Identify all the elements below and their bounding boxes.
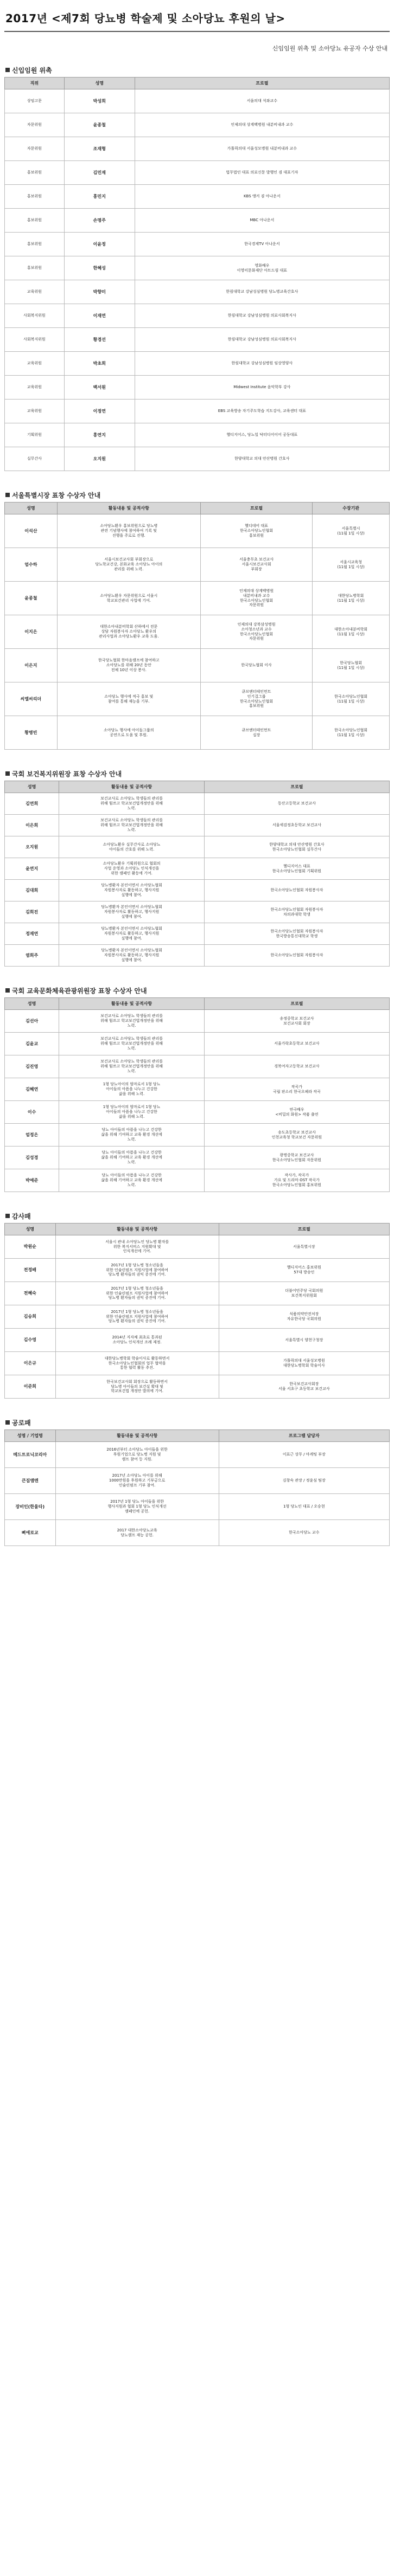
- detail-cell: 한림대학교 강남성심병원 의료사회복지사: [135, 304, 389, 328]
- name-cell: 윤종철: [5, 582, 58, 615]
- table-row: [5, 1468, 390, 1494]
- column-header: 프로필: [200, 503, 312, 514]
- detail-cell: 대한당뇨병학회 (11월 1일 시상): [313, 582, 390, 615]
- detail-cell: 당뇨 아이들의 아픔을 나누고 건강한 삶을 위해 기여하고 교육 환경 개선에 노력.: [59, 1124, 205, 1147]
- detail-cell: 2017 대한소아당뇨교육 당뇨캠프 재능 공헌.: [55, 1520, 219, 1546]
- table-header-row: [5, 781, 390, 793]
- detail-cell: 당뇨병환자 본인이면서 소아당뇨협회 자원봉사자로 활동하고, 행사지원 실행에 참여.: [59, 923, 205, 945]
- table-row: [5, 89, 390, 113]
- detail-cell: 당뇨 아이들의 아픔을 나누고 건강한 삶을 위해 기여하고 교육 환경 개선에 노력.: [59, 1169, 205, 1192]
- column-header: 프로필: [204, 781, 389, 793]
- table-row: [5, 815, 390, 836]
- detail-cell: 가톨릭의대 서울성모병원 대한당뇨병학회 학술이사: [219, 1352, 389, 1375]
- name-cell: 백서원: [64, 376, 135, 400]
- name-cell: 김수영: [5, 1329, 56, 1352]
- name-cell: 엄정은: [5, 1124, 59, 1147]
- detail-cell: 보건교사로 소아당뇨 학생들의 관리를 위해 힘쓰고 학교보건법개정안을 위해 노력.: [59, 1033, 205, 1055]
- table-row: [5, 256, 390, 280]
- section-gap: [4, 750, 390, 761]
- section-title-text: 공로패: [12, 1419, 31, 1427]
- position-cell: 기획위원: [5, 423, 65, 447]
- table-header-row: [5, 1430, 390, 1442]
- name-cell: 김혜연: [5, 1078, 59, 1101]
- detail-cell: 당뇨병환자 본인이면서 소아당뇨협회 자원봉사자로 활동하고, 행사지원 실행에 참여.: [59, 880, 205, 901]
- table-row: [5, 209, 390, 233]
- detail-cell: 김창숙 관장 / 정윤심 팀장: [219, 1468, 389, 1494]
- column-header: 활동내용 및 공적사항: [55, 1223, 219, 1235]
- column-header: 성명 / 기업명: [5, 1430, 56, 1442]
- detail-cell: 영화배우 이영미문화재단 아트드림 대표: [135, 256, 389, 280]
- section-bullet-icon: [5, 493, 10, 497]
- position-cell: 홍보위원: [5, 161, 65, 185]
- detail-cell: 동산고등학교 보건교사: [204, 793, 389, 815]
- name-cell: 장비인(한울타): [5, 1494, 56, 1520]
- detail-cell: 가톨릭의대 서울성모병원 내분비내과 교수: [135, 137, 389, 161]
- table-row: [5, 858, 390, 880]
- position-cell: 홍보위원: [5, 185, 65, 209]
- position-cell: 사회복지위원: [5, 304, 65, 328]
- section-title-text: 서울특별시장 표창 수상자 안내: [12, 492, 101, 499]
- table-header-row: [5, 998, 390, 1010]
- section-title: [4, 491, 390, 500]
- detail-cell: 소아당뇨환우 홍보위원으로 당뇨병 관련 기념행사에 참여하여 기록 및 진행을 주로로 진행.: [57, 514, 200, 548]
- table-row: [5, 682, 390, 716]
- page-subtitle: 신임임원 위촉 및 소아당뇨 유공자 수상 안내: [272, 45, 387, 52]
- name-cell: 큰집앰엔: [5, 1468, 56, 1494]
- table-row: [5, 793, 390, 815]
- section-title: [4, 66, 390, 75]
- detail-cell: 한국소아당뇨 교수: [219, 1520, 389, 1546]
- table-row: [5, 548, 390, 582]
- detail-cell: 대한소아내분비학회 산하에서 전문 상담 자원봉사자 소아당뇨 환우의 관리사업과 소아당뇨환우 교육 도움.: [57, 615, 200, 649]
- detail-cell: EBS 교육방송 자기주도학습 지도강사, 교육센터 대표: [135, 400, 389, 423]
- table-row: [5, 1033, 390, 1055]
- detail-cell: 한국보건교사회 회장으로 활동하면서 당뇨병 아이들의 보건실 확대 및 학교보건법 개정안 발의에 기여.: [55, 1375, 219, 1399]
- column-header: 활동내용 및 공적사항: [55, 1430, 219, 1442]
- detail-cell: 보건교사로 소아당뇨 학생들의 관리를 위해 힘쓰고 학교보건법개정안을 위해 노력.: [59, 793, 205, 815]
- detail-cell: 2014년 지자체 최초로 통과된 소아당뇨 인식개선 조례 제정.: [55, 1329, 219, 1352]
- detail-cell: 소아당뇨 행사에 아이돌그룹의 공연으로 도움 및 후원.: [57, 716, 200, 750]
- section-gap: [4, 1399, 390, 1409]
- position-cell: 교육위원: [5, 400, 65, 423]
- name-cell: 김성경: [5, 1147, 59, 1169]
- detail-cell: 1형 당뇨아이의 엄마로서 1형 당뇨 아이들의 아픔을 나누고 건강한 삶을 위해 노력.: [59, 1101, 205, 1124]
- detail-cell: 소아당뇨 행사에 적극 홍보 및 참여를 통해 재능을 기부.: [57, 682, 200, 716]
- detail-cell: 보건교사로 소아당뇨 학생들의 관리를 위해 힘쓰고 학교보건법개정안을 위해 노력.: [59, 1010, 205, 1033]
- section-title: [4, 1212, 390, 1221]
- name-cell: 김윤교: [5, 1033, 59, 1055]
- name-cell: 손명주: [64, 209, 135, 233]
- detail-cell: 소아당뇨환우 실무간사로 소아당뇨 아이들의 간호를 위해 노력.: [59, 836, 205, 858]
- table-row: [5, 649, 390, 682]
- table-row: [5, 1169, 390, 1192]
- position-cell: 교육위원: [5, 352, 65, 376]
- detail-cell: 한국경제TV 아나운서: [135, 233, 389, 256]
- column-header: 수장기관: [313, 503, 390, 514]
- name-cell: 홍연지: [64, 423, 135, 447]
- column-header: 성명: [5, 503, 58, 514]
- name-cell: 김민재: [64, 161, 135, 185]
- detail-cell: 헬디지어스 홍보위원 57대 방송인: [219, 1259, 389, 1282]
- name-cell: 이은규: [5, 1352, 56, 1375]
- table-row: [5, 1352, 390, 1375]
- name-cell: 김희진: [5, 901, 59, 923]
- detail-cell: 2017년 1형 당뇨병 청소년들을 위한 인슐린펌프 지원사업에 참여하여 당뇨병 환자들의 권익 증진에 기여.: [55, 1282, 219, 1305]
- section-bullet-icon: [5, 68, 10, 72]
- name-cell: 황병빈: [5, 716, 58, 750]
- award-table: [4, 781, 390, 967]
- position-cell: 홍보위원: [5, 209, 65, 233]
- detail-cell: 2017년 소아당뇨 아이를 위해 1000만원을 후원하고 기부금으로 인슐린펌프 기부 참여.: [55, 1468, 219, 1494]
- name-cell: 전혜숙: [5, 1282, 56, 1305]
- name-cell: 이수: [5, 1101, 59, 1124]
- name-cell: 박초희: [64, 352, 135, 376]
- detail-cell: 당뇨병환자 본인이면서 소아당뇨협회 자원봉사자로 활동하고, 행사지원 실행에 참여.: [59, 945, 205, 967]
- column-header: 성명: [5, 998, 59, 1010]
- detail-cell: 2017년 1형 당뇨병 청소년들을 위한 인슐린펌프 지원사업에 참여하여 당뇨병 환자들의 권익 증진에 기여.: [55, 1259, 219, 1282]
- detail-cell: 1형 당뇨인 대표 / 오승현: [219, 1494, 389, 1520]
- detail-cell: 한국소아당뇨인협회 자원봉사자 차의과대학 학생: [204, 901, 389, 923]
- detail-cell: 2016년부터 소아당뇨 아이들을 위한 후원기업으로 당뇨병 지원 및 캠프 참여 등 지원.: [55, 1442, 219, 1468]
- table-row: [5, 447, 390, 471]
- detail-cell: 인제의대 상계백병원 내분비내과 교수 한국소아당뇨인협회 자문위원: [200, 582, 312, 615]
- detail-cell: 서울특별시 (11월 1일 시상): [313, 514, 390, 548]
- detail-cell: 서울시 관내 소아당뇨인 당뇨병 환자를 위한 복지서비스 지원확대 및 인식개선에 기여.: [55, 1235, 219, 1259]
- position-cell: 사회복지위원: [5, 328, 65, 352]
- table-row: [5, 423, 390, 447]
- name-cell: 오지원: [5, 836, 59, 858]
- name-cell: 메드트로닉코리아: [5, 1442, 56, 1468]
- table-row: [5, 280, 390, 304]
- section-title: [4, 769, 390, 778]
- section-gap: [4, 1192, 390, 1203]
- detail-cell: 헬디데어 대표 한국소아당뇨인협회 홍보위원: [200, 514, 312, 548]
- name-cell: 이정연: [64, 400, 135, 423]
- detail-cell: 법무법인 대표 의료신문 발행인 겸 대표기자: [135, 161, 389, 185]
- table-row: [5, 582, 390, 615]
- position-cell: 자문위원: [5, 113, 65, 137]
- detail-cell: 서울시교육청 (11월 1일 시상): [313, 548, 390, 582]
- table-row: [5, 945, 390, 967]
- position-cell: 홍보위원: [5, 233, 65, 256]
- table-row: [5, 880, 390, 901]
- name-cell: 김대희: [5, 880, 59, 901]
- award-table: [4, 502, 390, 750]
- detail-cell: Midwest Institute 음악학부 강사: [135, 376, 389, 400]
- table-row: [5, 376, 390, 400]
- name-cell: 이은지: [5, 649, 58, 682]
- table-row: [5, 1494, 390, 1520]
- detail-cell: 작곡가 국립 판소리 한국오페라 작곡: [204, 1078, 389, 1101]
- table-row: [5, 1520, 390, 1546]
- detail-cell: 한양대학교 의대 안산병원 간호사: [135, 447, 389, 471]
- detail-cell: 한림대학교 강남성심병원 의료사회복지사: [135, 328, 389, 352]
- column-header: 프로필: [204, 998, 389, 1010]
- section-gap: [4, 471, 390, 482]
- table-row: [5, 352, 390, 376]
- name-cell: 염희주: [5, 945, 59, 967]
- table-row: [5, 185, 390, 209]
- table-row: [5, 1329, 390, 1352]
- detail-cell: 소아당뇨환우 기획위원으로 협회의 사업 운영과 소아당뇨 인식개선을 위한 캠페인 활동에 기여.: [59, 858, 205, 880]
- table-row: [5, 1078, 390, 1101]
- column-header: 직위: [5, 78, 65, 89]
- table-row: [5, 1147, 390, 1169]
- position-cell: 자문위원: [5, 137, 65, 161]
- name-cell: 김진영: [5, 1055, 59, 1078]
- detail-cell: 한국소아당뇨인협회 (11월 1일 시상): [313, 682, 390, 716]
- award-table: [4, 997, 390, 1192]
- detail-cell: KBS 앵커 겸 아나운서: [135, 185, 389, 209]
- detail-cell: 한림대학교 강남성심병원 임상영양사: [135, 352, 389, 376]
- column-header: 활동내용 및 공적사항: [57, 503, 200, 514]
- name-cell: 이은희: [5, 815, 59, 836]
- name-cell: 윤연지: [5, 858, 59, 880]
- detail-cell: 송도초등학교 보건교사 인천교육청 학교보건 자문위원: [204, 1124, 389, 1147]
- award-table: [4, 1223, 390, 1399]
- detail-cell: 2017년 1형 당뇨병 청소년들을 위한 인슐린펌프 지원사업에 참여하여 당뇨병 환자들의 권익 증진에 기여.: [55, 1305, 219, 1329]
- section-bullet-icon: [5, 988, 10, 993]
- name-cell: 이윤정: [64, 233, 135, 256]
- position-cell: 교육위원: [5, 280, 65, 304]
- table-row: [5, 328, 390, 352]
- table-row: [5, 1010, 390, 1033]
- column-header: 성명: [64, 78, 135, 89]
- detail-cell: 한국소아당뇨인협회 (11월 1일 시상): [313, 716, 390, 750]
- section-title: [4, 986, 390, 995]
- detail-cell: 인제의대 강북삼성병원 소아청소년과 교수 한국소아당뇨인협회 자문위원: [200, 615, 312, 649]
- position-cell: 상임고문: [5, 89, 65, 113]
- section-title: [4, 1418, 390, 1427]
- column-header: 프로필: [219, 1223, 389, 1235]
- detail-cell: 서울세검정초등학교 보건교사: [204, 815, 389, 836]
- page-title: 2017년 <제7회 당뇨병 학술제 및 소아당뇨 후원의 날>: [5, 12, 285, 25]
- table-row: [5, 113, 390, 137]
- detail-cell: 경북여자고등학교 보건교사: [204, 1055, 389, 1078]
- detail-cell: 한림대학교 강남성심병원 당뇨병교육간호사: [135, 280, 389, 304]
- column-header: 성명: [5, 781, 59, 793]
- detail-cell: 한국당뇨협회 (11월 1일 시상): [313, 649, 390, 682]
- detail-cell: 당뇨 아이들의 아픔을 나누고 건강한 삶을 위해 기여하고 교육 환경 개선에 노력.: [59, 1147, 205, 1169]
- name-cell: 황경선: [64, 328, 135, 352]
- detail-cell: 서울의대 석좌교수: [135, 89, 389, 113]
- detail-cell: 큐브엔터테인먼트 인기걸그룹 한국소아당뇨인협회 홍보위원: [200, 682, 312, 716]
- section-title-text: 감사패: [12, 1213, 31, 1220]
- name-cell: 홍민지: [64, 185, 135, 209]
- detail-cell: 보건교사로 소아당뇨 학생들의 관리를 위해 힘쓰고 학교보건법개정안을 위해 노력.: [59, 1055, 205, 1078]
- name-cell: 삐에로교: [5, 1520, 56, 1546]
- column-header: 활동내용 및 공적사항: [59, 781, 205, 793]
- table-row: [5, 1235, 390, 1259]
- position-cell: 교육위원: [5, 376, 65, 400]
- section-gap: [4, 967, 390, 977]
- detail-cell: 큐브엔터테인먼트 실장: [200, 716, 312, 750]
- detail-cell: 식품의약안전처장 자유한국당 국회의원: [219, 1305, 389, 1329]
- table-row: [5, 923, 390, 945]
- detail-cell: 2017년 1형 당뇨 아이들을 위한 행사지원과 협회 1형 당뇨 인식개선 캠페인에 공헌.: [55, 1494, 219, 1520]
- name-cell: 한혜성: [64, 256, 135, 280]
- detail-cell: 한국당뇨협회 이사: [200, 649, 312, 682]
- detail-cell: 서울충무초 보건교사 서울시보건교사회 부회장: [200, 548, 312, 582]
- table-row: [5, 304, 390, 328]
- detail-cell: 한국당뇨협회 한마음캠프에 참여하고 소아당뇨를 위해 20년 동안 전체 10년 이상 봉사.: [57, 649, 200, 682]
- detail-cell: 인제의대 상계백병원 내분비내과 교수: [135, 113, 389, 137]
- section-title-text: 국회 보건복지위원장 표창 수상자 안내: [12, 770, 122, 778]
- column-header: 프로그램 담당자: [219, 1430, 389, 1442]
- name-cell: 이재연: [64, 304, 135, 328]
- table-row: [5, 1305, 390, 1329]
- table-header-row: [5, 503, 390, 514]
- column-header: 성명: [5, 1223, 56, 1235]
- name-cell: 씨엘씨리더: [5, 682, 58, 716]
- position-cell: 실무간사: [5, 447, 65, 471]
- name-cell: 이지은: [5, 615, 58, 649]
- name-cell: 정재연: [5, 923, 59, 945]
- table-header-row: [5, 78, 390, 89]
- detail-cell: 소아당뇨환우 자문위원으로 서울시 학교보건관리 사업에 기여.: [57, 582, 200, 615]
- sections-container: [4, 66, 390, 1546]
- table-row: [5, 1442, 390, 1468]
- detail-cell: 한국소아당뇨인협회 자원봉사자 한국방송통신대학교 학생: [204, 923, 389, 945]
- table-row: [5, 1101, 390, 1124]
- table-row: [5, 400, 390, 423]
- detail-cell: 서울특별시장: [219, 1235, 389, 1259]
- table-row: [5, 1259, 390, 1282]
- name-cell: 박향미: [64, 280, 135, 304]
- section-bullet-icon: [5, 1214, 10, 1218]
- section-bullet-icon: [5, 1420, 10, 1425]
- detail-cell: 송정중학교 보건교사 보건교사회 회장: [204, 1010, 389, 1033]
- detail-cell: 헬디지어스 대표 한국소아당뇨인협회 기획위원: [204, 858, 389, 880]
- award-table: [4, 77, 390, 471]
- section-title-text: 국회 교육문화체육관광위원장 표창 수상자 안내: [12, 987, 147, 995]
- name-cell: 오지원: [64, 447, 135, 471]
- table-row: [5, 1124, 390, 1147]
- detail-cell: 당뇨병환자 본인이면서 소아당뇨협회 자원봉사자로 활동하고, 행사지원 실행에 참여.: [59, 901, 205, 923]
- subtitle-row: [4, 32, 390, 57]
- detail-cell: 한국소아당뇨인협회 자원봉사자: [204, 945, 389, 967]
- detail-cell: 1형 당뇨아이의 엄마로서 1형 당뇨 아이들의 아픔을 나누고 건강한 삶을 위해 노력.: [59, 1078, 205, 1101]
- column-header: 활동내용 및 공적사항: [59, 998, 205, 1010]
- detail-cell: 헬디지어스, 당뇨일 닥터디어이어 공동대표: [135, 423, 389, 447]
- table-row: [5, 901, 390, 923]
- detail-cell: 보건교사로 소아당뇨 학생들의 관리를 위해 힘쓰고 학교보건법개정안을 위해 노력.: [59, 815, 205, 836]
- detail-cell: 한양대학교 의대 안산병원 간호사 한국소아당뇨인협회 실무간사: [204, 836, 389, 858]
- name-cell: 김승희: [5, 1305, 56, 1329]
- table-row: [5, 716, 390, 750]
- detail-cell: 광명중학교 보건교사 한국소아당뇨인협회 자문위원: [204, 1147, 389, 1169]
- detail-cell: 한국보건교사회장 서울 서초구 초등학교 보건교사: [219, 1375, 389, 1399]
- table-row: [5, 1375, 390, 1399]
- table-row: [5, 1282, 390, 1305]
- name-cell: 이준희: [5, 1375, 56, 1399]
- name-cell: 박원순: [5, 1235, 56, 1259]
- detail-cell: 대한당뇨병학회 학술이사로 활동하면서 한국소아당뇨인협회의 업무 협약을 통한 협력 활동 추진.: [55, 1352, 219, 1375]
- detail-cell: 이표근 상무 / 마케팅 부장: [219, 1442, 389, 1468]
- name-cell: 이석산: [5, 514, 58, 548]
- detail-cell: 연극배우 <비밀의 화원> 작품 출연: [204, 1101, 389, 1124]
- detail-cell: 작사가, 작곡가 가요 및 드라마 OST 작곡가 한국소아당뇨인협회 홍보위원: [204, 1169, 389, 1192]
- section-bullet-icon: [5, 771, 10, 776]
- table-row: [5, 836, 390, 858]
- name-cell: 윤종철: [64, 113, 135, 137]
- table-row: [5, 161, 390, 185]
- table-row: [5, 1055, 390, 1078]
- detail-cell: 서울가락초등학교 보건교사: [204, 1033, 389, 1055]
- name-cell: 박성희: [64, 89, 135, 113]
- table-row: [5, 615, 390, 649]
- detail-cell: 서울특별시 양천구청장: [219, 1329, 389, 1352]
- name-cell: 전정배: [5, 1259, 56, 1282]
- name-cell: 박예준: [5, 1169, 59, 1192]
- table-row: [5, 514, 390, 548]
- table-row: [5, 233, 390, 256]
- detail-cell: 더불어민주당 국회의원 보건복지위원회: [219, 1282, 389, 1305]
- award-table: [4, 1429, 390, 1546]
- table-header-row: [5, 1223, 390, 1235]
- name-cell: 김선아: [5, 1010, 59, 1033]
- name-cell: 김연희: [5, 793, 59, 815]
- column-header: 프로필: [135, 78, 389, 89]
- detail-cell: 서울시보건교사회 부회장으로 당뇨학교건강, 본화교육 소아당뇨 아이의 관리를 위해 노력.: [57, 548, 200, 582]
- name-cell: 엄수하: [5, 548, 58, 582]
- detail-cell: 한국소아당뇨인협회 자원봉사자: [204, 880, 389, 901]
- section-title-text: 신입임원 위촉: [12, 67, 52, 74]
- table-row: [5, 137, 390, 161]
- detail-cell: MBC 아나운서: [135, 209, 389, 233]
- detail-cell: 대한소아내분비학회 (11월 1일 시상): [313, 615, 390, 649]
- position-cell: 홍보위원: [5, 256, 65, 280]
- name-cell: 조재형: [64, 137, 135, 161]
